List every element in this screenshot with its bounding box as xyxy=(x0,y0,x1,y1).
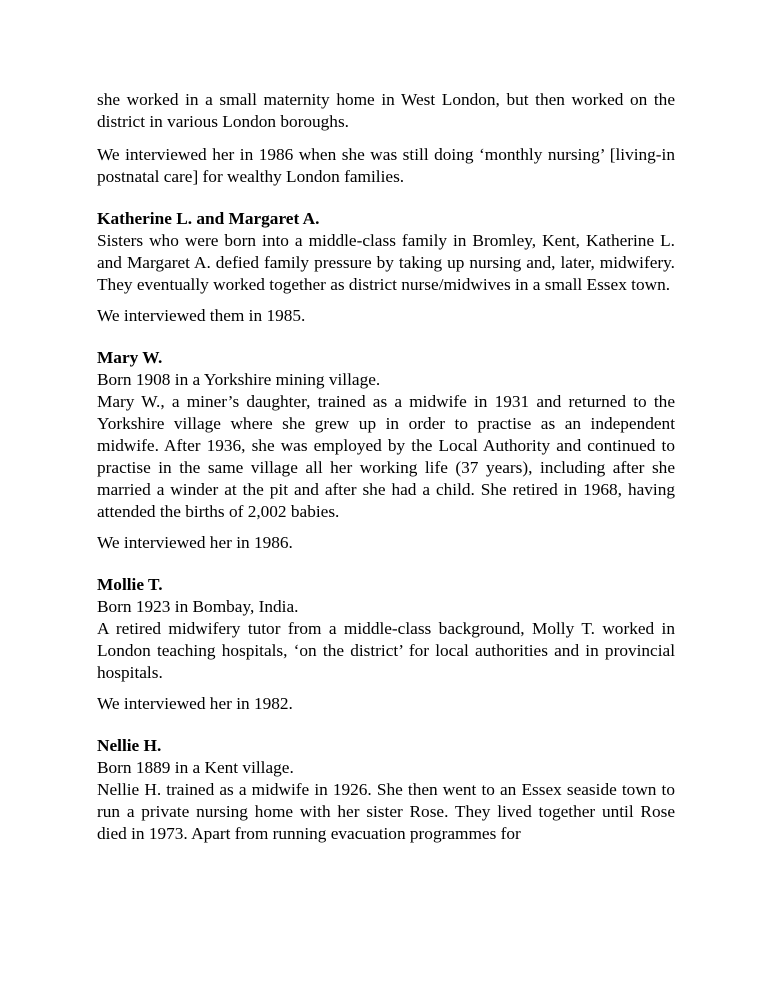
entry-interview-note: We interviewed them in 1985. xyxy=(97,306,306,325)
entry-mollie-t xyxy=(97,574,675,715)
entry-born: Born 1889 in a Kent village. xyxy=(97,758,294,777)
entry-name: Mollie T. xyxy=(97,575,163,594)
entry-born: Born 1923 in Bombay, India. xyxy=(97,597,299,616)
entry-name: Katherine L. and Margaret A. xyxy=(97,209,320,228)
document-page xyxy=(97,89,675,845)
intro-paragraph: she worked in a small maternity home in West London, but then worked on the district in various London boroughs. xyxy=(97,90,675,131)
entry-description: A retired midwifery tutor from a middle-class background, Molly T. worked in London teaching hospitals, ‘on the district’ for local authorities and in provincial hospitals. xyxy=(97,619,675,682)
entry-interview-note: We interviewed her in 1982. xyxy=(97,694,293,713)
entry-born: Born 1908 in a Yorkshire mining village. xyxy=(97,370,381,389)
entry-interview-note: We interviewed her in 1986. xyxy=(97,533,293,552)
entry-name: Nellie H. xyxy=(97,736,162,755)
entry-nellie-h xyxy=(97,735,675,845)
intro-interview-note: We interviewed her in 1986 when she was still doing ‘monthly nursing’ [living-in postnatal care] for wealthy London families. xyxy=(97,145,675,186)
entry-description: Nellie H. trained as a midwife in 1926. She then went to an Essex seaside town to run a private nursing home with her sister Rose. They lived together until Rose died in 1973. Apart from running evacuation programmes for xyxy=(97,780,675,843)
entry-description: Sisters who were born into a middle-class family in Bromley, Kent, Katherine L. and Margaret A. defied family pressure by taking up nursing and, later, midwifery. They eventually worked together as district nurse/midwives in a small Essex town. xyxy=(97,231,675,294)
entry-katherine-margaret xyxy=(97,208,675,327)
entry-description: Mary W., a miner’s daughter, trained as a midwife in 1931 and returned to the Yorkshire village where she grew up in order to practise as an independent midwife. After 1936, she was employed by the Local Authority and continued to practise in the same village all her working life (37 years), including after she married a winder at the pit and after she had a child. She retired in 1968, having attended the births of 2,002 babies. xyxy=(97,392,675,521)
entry-mary-w xyxy=(97,347,675,554)
entry-name: Mary W. xyxy=(97,348,163,367)
